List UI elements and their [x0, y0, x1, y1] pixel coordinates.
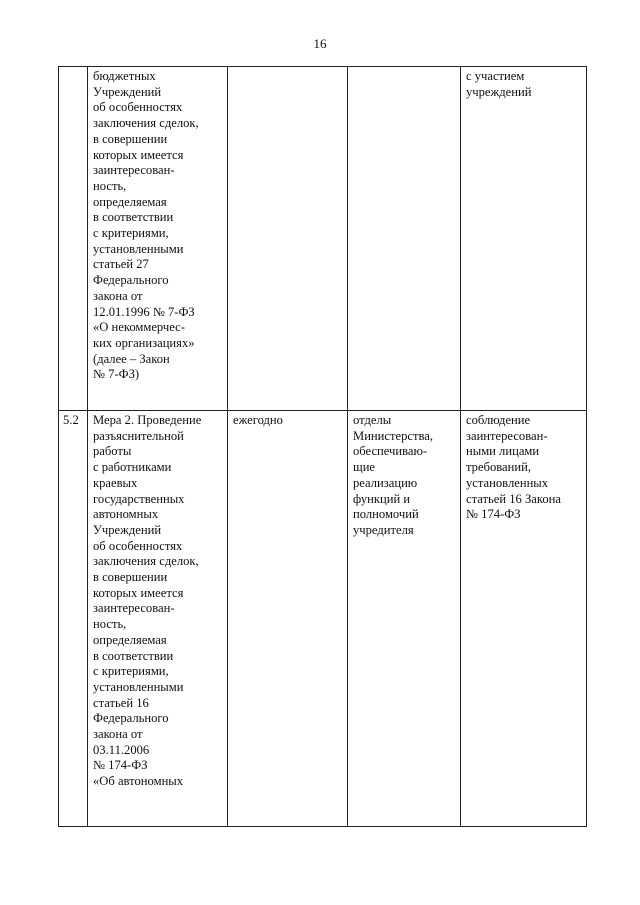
- result-cell: соблюдение заинтересован- ными лицами требований, установленных статьей 16 Закона № 174-ФЗ: [461, 411, 587, 827]
- row-number-cell: [59, 67, 88, 411]
- responsible-cell: [348, 67, 461, 411]
- page-number: 16: [313, 36, 327, 51]
- table-row: [59, 67, 587, 411]
- table-row: [59, 411, 587, 827]
- row-number-cell: 5.2: [59, 411, 88, 827]
- responsible-cell: отделы Министерства, обеспечиваю- щие реализацию функций и полномочий учредителя: [348, 411, 461, 827]
- measure-cell: бюджетных Учреждений об особенностях заключения сделок, в совершении которых имеется заинтересован- ность, определяемая в соответствии с критериями, установленными статьей 27 Федерального закона от 12.01.1996 № 7-ФЗ «О некоммерчес- ких организациях» (далее – Закон № 7-ФЗ): [88, 67, 228, 411]
- measures-table: [58, 66, 587, 827]
- deadline-cell: [228, 67, 348, 411]
- deadline-cell: ежегодно: [228, 411, 348, 827]
- measure-cell: Мера 2. Проведение разъяснительной работы с работниками краевых государственных автономных Учреждений об особенностях заключения сделок, в совершении которых имеется заинтересован- ность, определяемая в соответствии с критериями, установленными статьей 16 Федерального закона от 03.11.2006 № 174-ФЗ «Об автономных: [88, 411, 228, 827]
- result-cell: с участием учреждений: [461, 67, 587, 411]
